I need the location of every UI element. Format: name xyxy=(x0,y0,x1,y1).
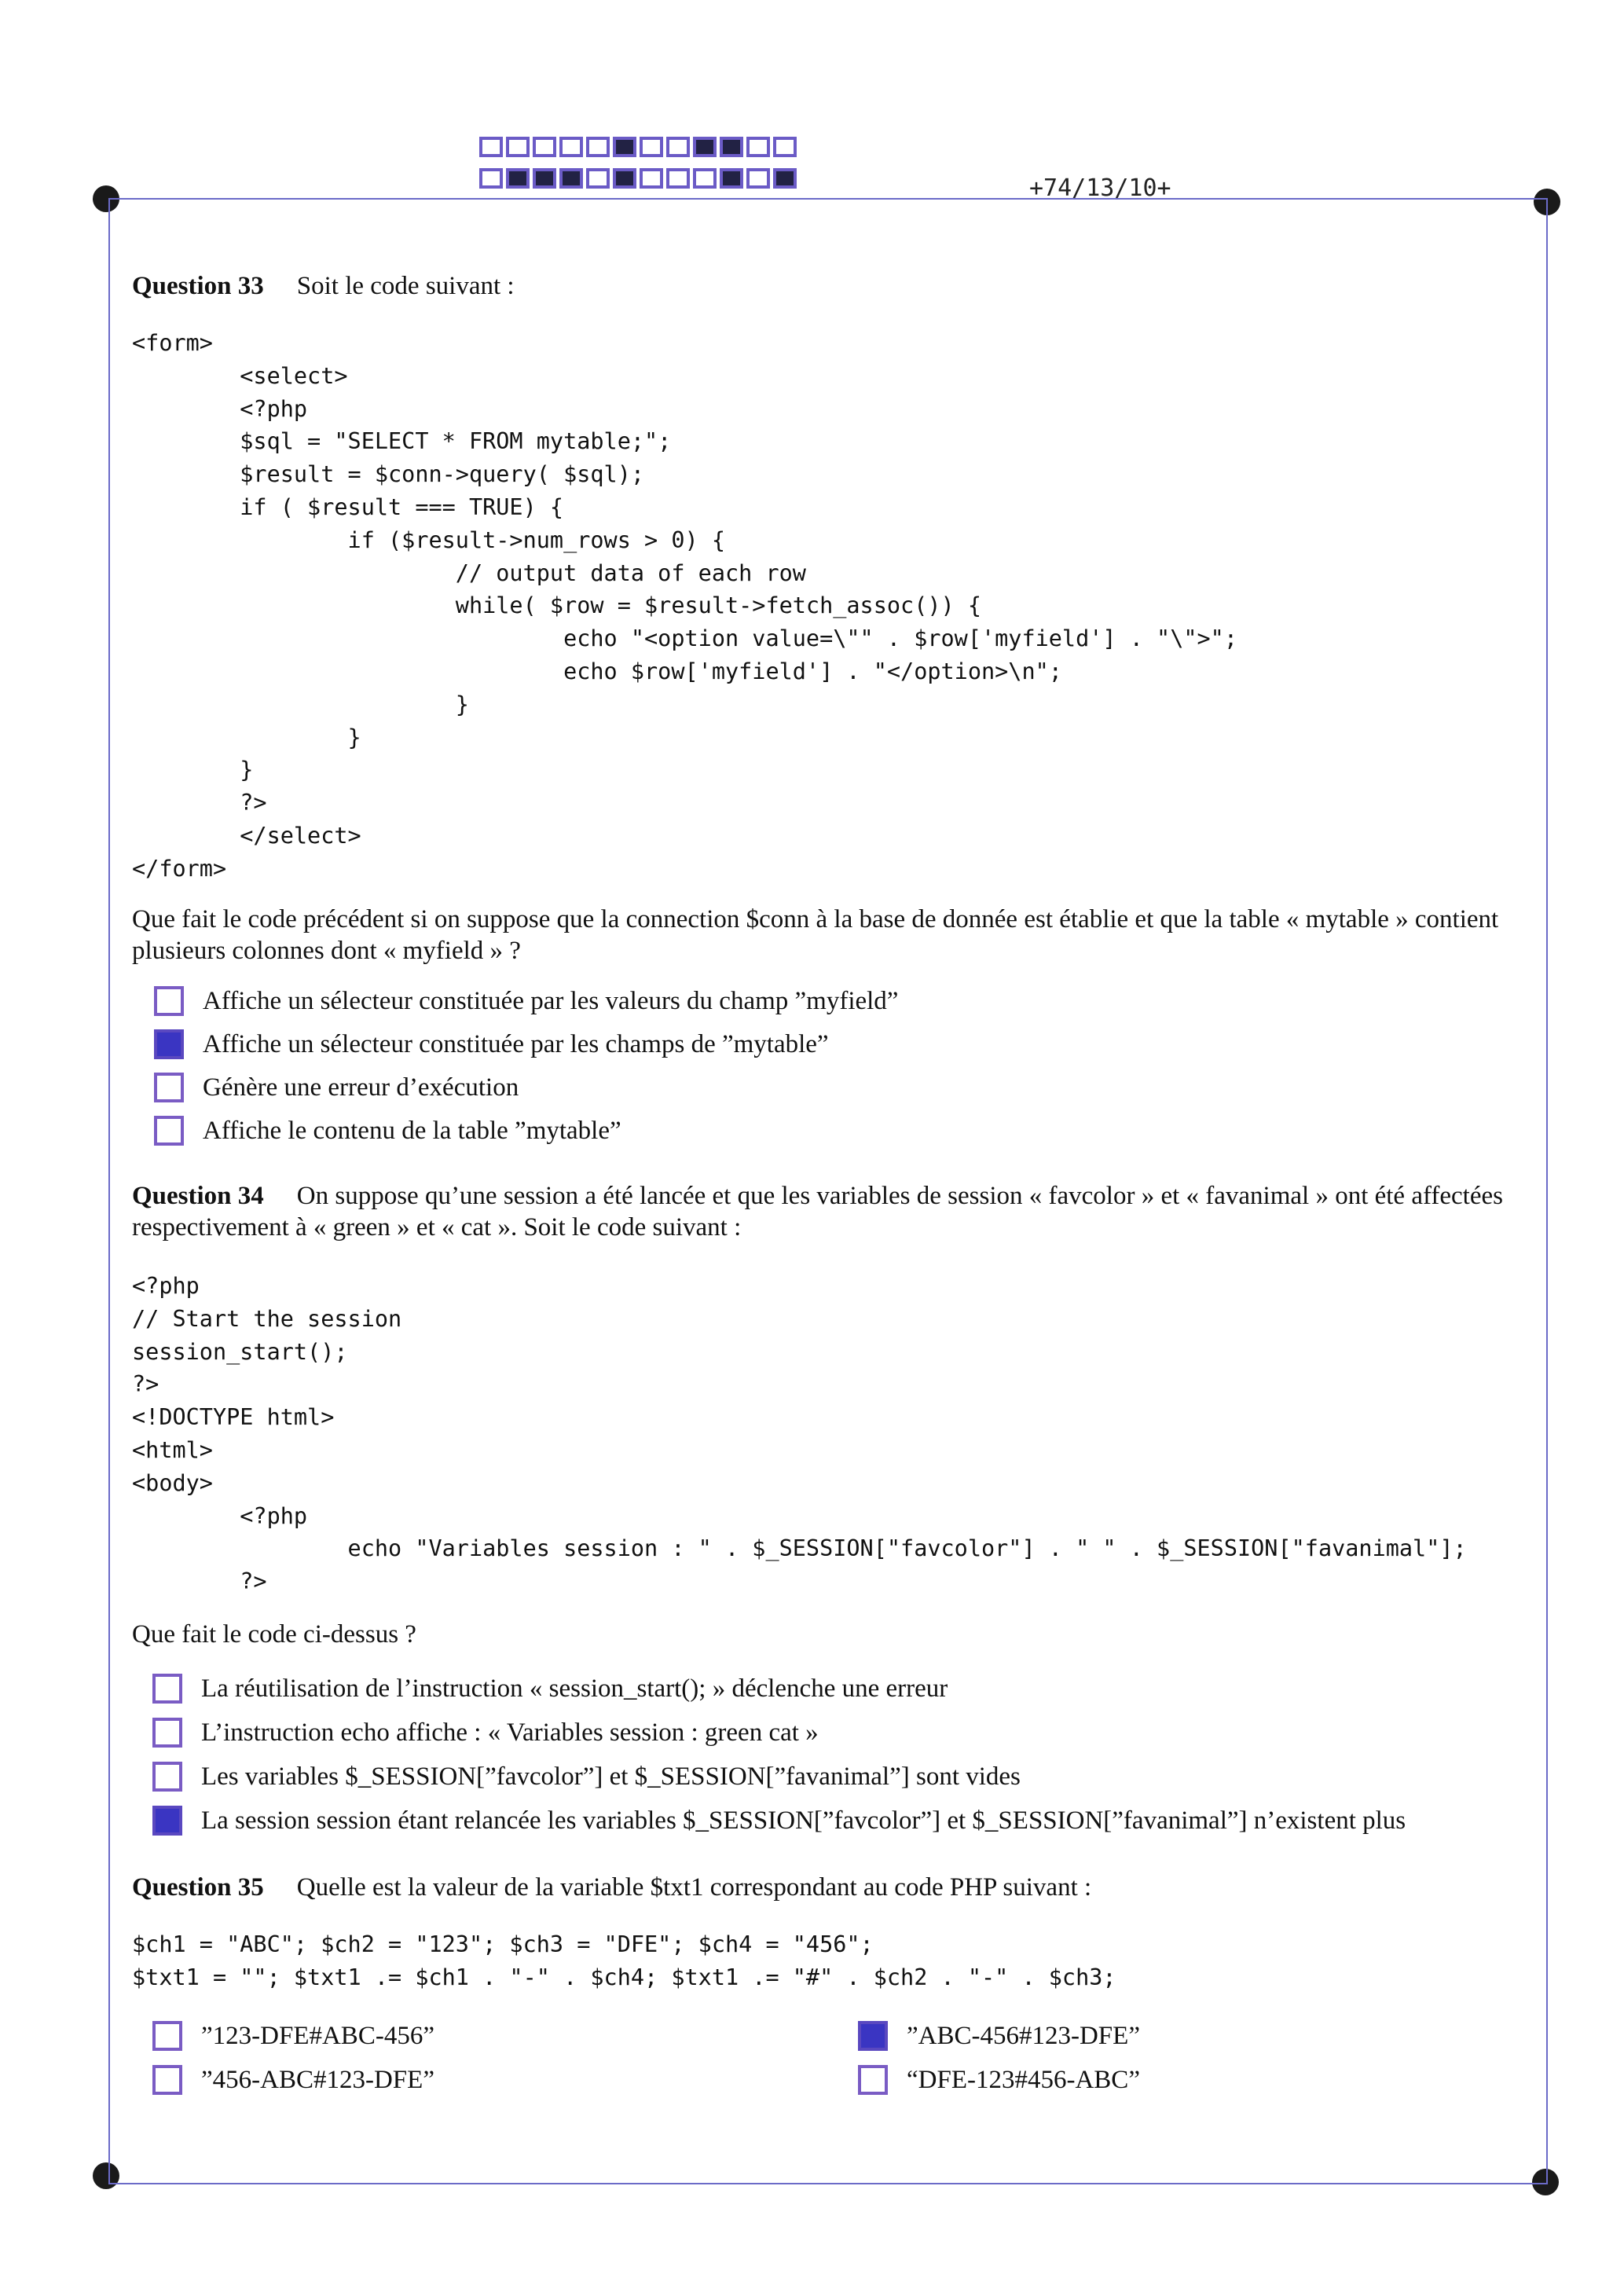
barcode-cell xyxy=(613,168,636,189)
q34-checkbox-3[interactable] xyxy=(152,1762,182,1792)
barcode-cell xyxy=(533,137,556,157)
q34-checkbox-2[interactable] xyxy=(152,1718,182,1748)
barcode-cell xyxy=(773,137,797,157)
q35-checkbox-3[interactable] xyxy=(858,2021,888,2051)
barcode-cell xyxy=(640,137,663,157)
barcode-cell xyxy=(586,168,610,189)
barcode-cell xyxy=(666,168,690,189)
question-34-label: Question 34 xyxy=(132,1182,264,1210)
question-34-header xyxy=(132,1180,1531,1243)
q33-checkbox-1[interactable] xyxy=(154,986,184,1016)
q35-checkbox-4[interactable] xyxy=(858,2065,888,2095)
question-35-header xyxy=(132,1873,1091,1902)
q35-choice-2-label: ”456-ABC#123-DFE” xyxy=(201,2065,434,2094)
q34-checkbox-4[interactable] xyxy=(152,1806,182,1836)
question-34-intro: On suppose qu’une session a été lancée et que les variables de session « favcolor » et « favanimal » ont été affectées respectivement à « green » et « cat ». Soit le code suivant : xyxy=(132,1182,1503,1242)
q33-choice-3[interactable] xyxy=(154,1073,519,1102)
q35-checkbox-1[interactable] xyxy=(152,2021,182,2051)
q34-choice-4[interactable] xyxy=(152,1806,1406,1836)
q33-choice-3-label: Génère une erreur d’exécution xyxy=(203,1073,519,1102)
q35-checkbox-2[interactable] xyxy=(152,2065,182,2095)
q34-checkbox-1[interactable] xyxy=(152,1674,182,1704)
q33-choice-1-label: Affiche un sélecteur constituée par les valeurs du champ ”myfield” xyxy=(203,986,899,1015)
question-35-intro: Quelle est la valeur de la variable $txt1 correspondant au code PHP suivant : xyxy=(296,1873,1092,1902)
barcode-cell xyxy=(506,168,530,189)
barcode-cell xyxy=(693,168,717,189)
q35-choice-2[interactable] xyxy=(152,2065,434,2095)
q35-choice-4-label: “DFE-123#456-ABC” xyxy=(907,2065,1140,2094)
question-35-label: Question 35 xyxy=(132,1873,264,1902)
q34-choice-2-label: L’instruction echo affiche : « Variables session : green cat » xyxy=(201,1718,819,1747)
q33-choice-2[interactable] xyxy=(154,1029,829,1059)
q33-choice-2-label: Affiche un sélecteur constituée par les champs de ”mytable” xyxy=(203,1029,829,1058)
barcode-cell xyxy=(533,168,556,189)
q35-choice-1[interactable] xyxy=(152,2021,434,2051)
q33-choice-4-label: Affiche le contenu de la table ”mytable” xyxy=(203,1116,621,1145)
q35-choice-3-label: ”ABC-456#123-DFE” xyxy=(907,2021,1140,2050)
barcode-cell xyxy=(479,137,503,157)
q35-choice-1-label: ”123-DFE#ABC-456” xyxy=(201,2021,434,2050)
q33-choice-4[interactable] xyxy=(154,1116,621,1146)
q34-choice-1[interactable] xyxy=(152,1674,948,1704)
barcode-cell xyxy=(666,137,690,157)
barcode-cell xyxy=(506,137,530,157)
question-33-intro: Soit le code suivant : xyxy=(296,272,515,300)
q34-choice-3[interactable] xyxy=(152,1762,1021,1792)
barcode-cell xyxy=(613,137,636,157)
q35-choice-4[interactable] xyxy=(858,2065,1140,2095)
question-33-code: <form> <select> <?php $sql = "SELECT * FROM mytable;"; $result = $conn->query( $sql); if ( $result === TRUE) { if ($result->num_rows > 0) { // output data of each row while( $row = $result->fetch_assoc()) { echo "<option value=\"" . $row['myfield'] . "\">"; echo $row['myfield'] . "</option>\n"; } } } ?> </select> </form> xyxy=(132,330,1237,882)
question-34-code: <?php // Start the session session_start(); ?> <!DOCTYPE html> <html> <body> <?php echo "Variables session : " . $_SESSION["favcolor"] . " " . $_SESSION["favanimal"]; ?> xyxy=(132,1273,1467,1595)
q33-checkbox-2[interactable] xyxy=(154,1029,184,1059)
q33-checkbox-3[interactable] xyxy=(154,1073,184,1102)
barcode-cell xyxy=(773,168,797,189)
barcode-cell xyxy=(479,168,503,189)
q35-choice-3[interactable] xyxy=(858,2021,1140,2051)
barcode-row-1 xyxy=(479,137,797,157)
q34-choice-3-label: Les variables $_SESSION[”favcolor”] et $_SESSION[”favanimal”] sont vides xyxy=(201,1762,1021,1791)
barcode-cell xyxy=(720,137,743,157)
q34-choice-4-label: La session session étant relancée les variables $_SESSION[”favcolor”] et $_SESSION[”favanimal”] n’existent plus xyxy=(201,1806,1406,1835)
page-id: +74/13/10+ xyxy=(1029,174,1171,202)
barcode-cell xyxy=(559,137,583,157)
barcode-cell xyxy=(586,137,610,157)
barcode-cell xyxy=(693,137,717,157)
barcode-cell xyxy=(720,168,743,189)
barcode-row-2 xyxy=(479,168,797,189)
q34-choice-1-label: La réutilisation de l’instruction « session_start(); » déclenche une erreur xyxy=(201,1674,948,1703)
question-33-label: Question 33 xyxy=(132,272,264,300)
q33-checkbox-4[interactable] xyxy=(154,1116,184,1146)
question-33-header xyxy=(132,272,515,301)
question-34-text: Que fait le code ci-dessus ? xyxy=(132,1620,416,1649)
q33-choice-1[interactable] xyxy=(154,986,898,1016)
barcode-cell xyxy=(559,168,583,189)
barcode-cell xyxy=(746,137,770,157)
barcode-cell xyxy=(746,168,770,189)
question-35-code: $ch1 = "ABC"; $ch2 = "123"; $ch3 = "DFE"; $ch4 = "456"; $txt1 = ""; $txt1 .= $ch1 . "-" . $ch4; $txt1 .= "#" . $ch2 . "-" . $ch3; xyxy=(132,1931,1116,1990)
question-33-text: Que fait le code précédent si on suppose que la connection $conn à la base de donnée est établie et que la table « mytable » contient plusieurs colonnes dont « myfield » ? xyxy=(132,905,1499,965)
barcode-cell xyxy=(640,168,663,189)
q34-choice-2[interactable] xyxy=(152,1718,819,1748)
